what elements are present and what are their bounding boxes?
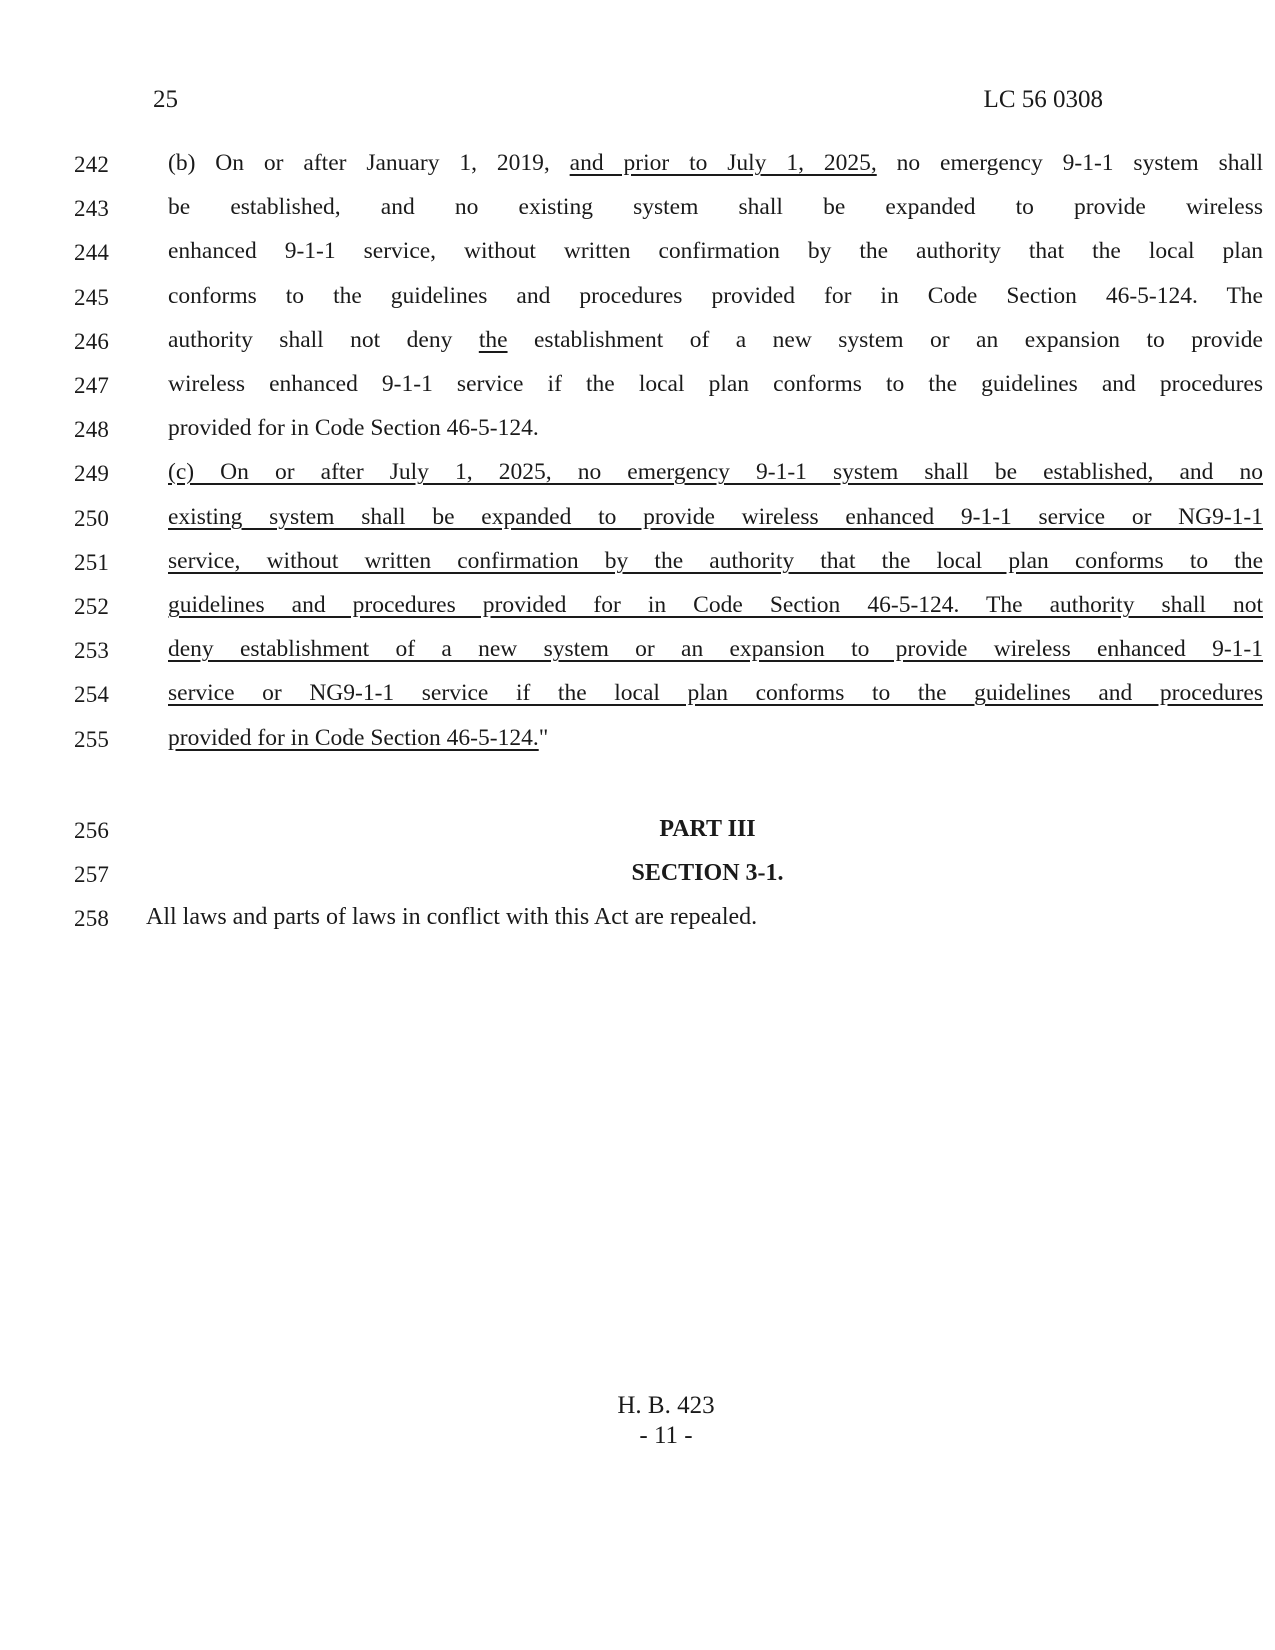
line-number: 257 <box>74 862 110 887</box>
bill-text-line <box>168 150 1263 177</box>
line-number: 247 <box>74 373 110 398</box>
text-segment: (b) On or after January 1, 2019, <box>168 150 570 176</box>
bill-text-line <box>168 415 1263 442</box>
inserted-text: service or NG9-1-1 service if the local plan conforms to the guidelines and procedures <box>168 680 1263 706</box>
text-segment: enhanced 9-1-1 service, without written confirmation by the authority that the local plan <box>168 238 1263 264</box>
text-segment: establishment of a new system or an expansion to provide <box>507 327 1263 353</box>
inserted-text: the <box>478 327 508 353</box>
bill-text-line <box>168 371 1263 398</box>
line-number: 244 <box>74 240 110 265</box>
repeal-clause: All laws and parts of laws in conflict with this Act are repealed. <box>146 904 758 930</box>
bill-text-line <box>168 548 1263 575</box>
line-number: 252 <box>74 594 110 619</box>
inserted-text: deny establishment of a new system or an expansion to provide wireless enhanced 9-1-1 <box>168 636 1263 662</box>
text-segment: be established, and no existing system shall be expanded to provide wireless <box>168 194 1263 220</box>
header-page-code: 25 <box>153 86 178 113</box>
line-number: 243 <box>74 196 110 221</box>
bill-text-line <box>168 725 1263 752</box>
line-number: 245 <box>74 285 110 310</box>
section-heading: SECTION 3-1. <box>631 860 784 886</box>
bill-text-line <box>168 327 1263 354</box>
line-number: 256 <box>74 818 110 843</box>
line-number: 250 <box>74 506 110 531</box>
text-segment: " <box>538 725 549 751</box>
text-segment: provided for in Code Section 46-5-124. <box>168 415 539 441</box>
line-number: 254 <box>74 682 110 707</box>
inserted-text: provided for in Code Section 46-5-124. <box>168 725 539 751</box>
bill-text-line <box>168 238 1263 265</box>
bill-text-line <box>168 636 1263 663</box>
inserted-text: guidelines and procedures provided for in Code Section 46-5-124. The authority shall not <box>168 592 1263 618</box>
text-segment: no emergency 9-1-1 system shall <box>876 150 1263 176</box>
inserted-text: existing system shall be expanded to provide wireless enhanced 9-1-1 service or NG9-1-1 <box>168 504 1263 530</box>
footer-page-number: - 11 - <box>639 1422 693 1449</box>
bill-text-line <box>168 680 1263 707</box>
inserted-text: (c) On or after July 1, 2025, no emergency 9-1-1 system shall be established, and no <box>168 459 1263 485</box>
line-number: 251 <box>74 550 110 575</box>
bill-text-line <box>168 194 1263 221</box>
part-heading: PART III <box>659 816 756 842</box>
line-number: 253 <box>74 638 110 663</box>
text-segment: wireless enhanced 9-1-1 service if the local plan conforms to the guidelines and procedures <box>168 371 1263 397</box>
line-number: 255 <box>74 727 110 752</box>
line-number: 258 <box>74 906 110 931</box>
line-number: 242 <box>74 152 110 177</box>
footer-bill-number: H. B. 423 <box>617 1392 715 1419</box>
text-segment: authority shall not deny <box>168 327 479 353</box>
bill-text-line <box>168 592 1263 619</box>
bill-text-line <box>168 504 1263 531</box>
bill-text-line <box>168 459 1263 486</box>
line-number: 249 <box>74 461 110 486</box>
line-number: 248 <box>74 417 110 442</box>
text-segment: conforms to the guidelines and procedures provided for in Code Section 46-5-124. The <box>168 283 1263 309</box>
line-number: 246 <box>74 329 110 354</box>
inserted-text: service, without written confirmation by the authority that the local plan conforms to the <box>168 548 1263 574</box>
header-document-id: LC 56 0308 <box>983 86 1103 113</box>
bill-text-line <box>168 283 1263 310</box>
inserted-text: and prior to July 1, 2025, <box>569 150 877 176</box>
